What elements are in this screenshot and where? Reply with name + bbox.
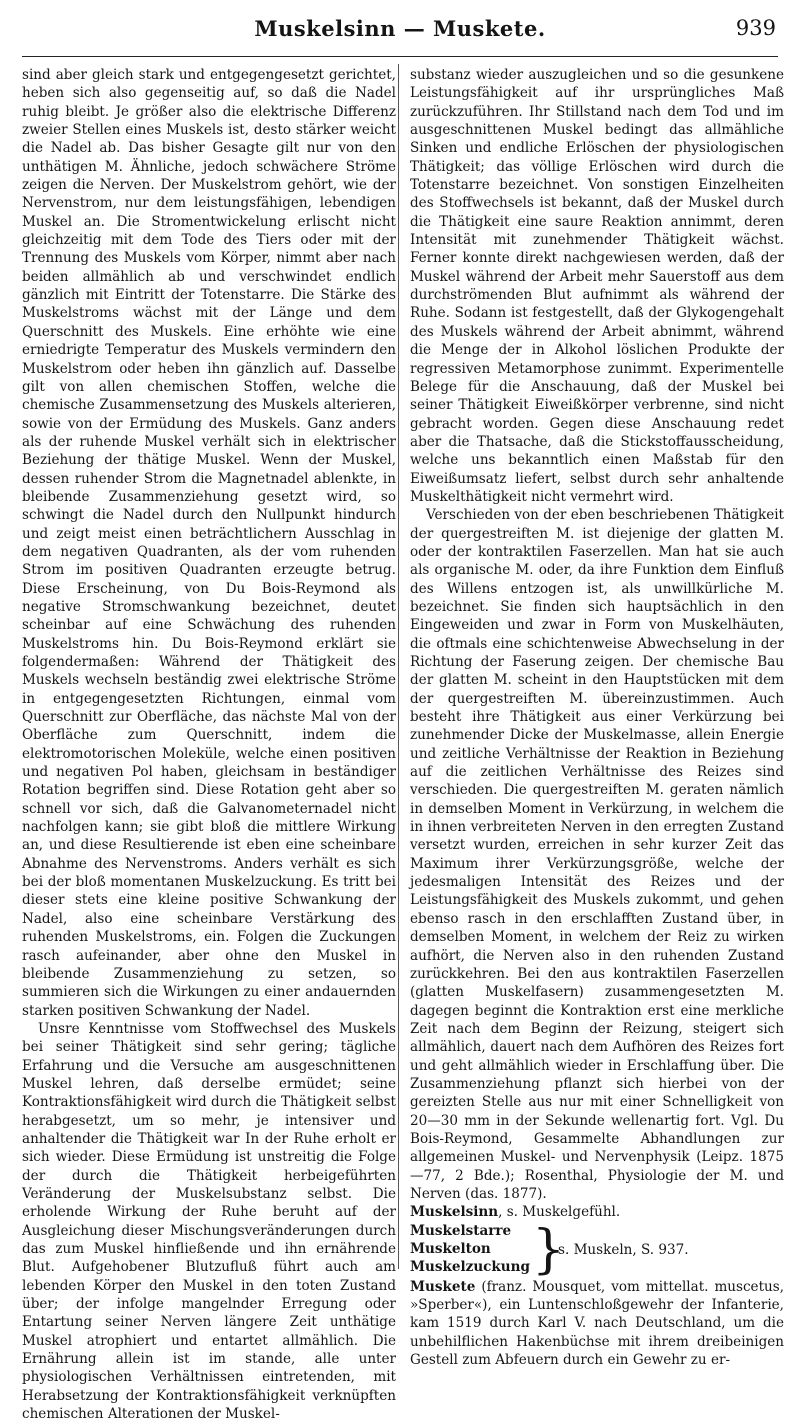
- page-header: [22, 16, 778, 52]
- right-column: [410, 66, 784, 1369]
- entry-muskelsinn: [410, 1203, 784, 1221]
- page-number: 939: [735, 16, 776, 40]
- column-divider: [398, 64, 399, 1269]
- entry-head: Muskelstarre: [410, 1222, 512, 1239]
- entry-head: Muskete: [410, 1278, 476, 1295]
- entry-head: Muskelton: [410, 1241, 491, 1257]
- left-column: [22, 66, 396, 1423]
- entry-text: , s. Muskelgefühl.: [498, 1204, 621, 1221]
- entry-muskete: [410, 1278, 784, 1370]
- entry-text: (franz. Mousquet, vom mittellat. muscetus, »Sperber«), ein Luntenschloßgewehr der Infanterie, kam 1519 durch Karl V. nach Deutschland, um die unbehilflichen Hakenbüchse mit ihrem dreibeinigen Gestell zum Abfeuern durch ein Gewehr zu er-: [410, 1278, 784, 1369]
- entry-head: Muskelzuckung: [410, 1259, 530, 1276]
- running-title: Muskelsinn — Muskete.: [254, 16, 546, 41]
- curly-brace: }: [532, 1219, 566, 1280]
- entry-brace-group: [410, 1219, 784, 1280]
- paragraph: Verschieden von der eben beschriebenen Thätigkeit der quergestreiften M. ist diejenige der glatten M. oder der kontraktilen Faserzellen. Man hat sie auch als organische M. oder, da ihre Funktion dem Einfluß des Willens entzogen ist, als unwillkürliche M. bezeichnet. Sie finden sich hauptsächlich in den Eingeweiden und zwar in Form von Muskelhäuten, die oftmals eine schichtenweise Abwechselung in der Richtung der Faserung zeigen. Der chemische Bau der glatten M. scheint in den Hauptstücken mit dem der quergestreiften M. übereinzustimmen. Auch besteht ihre Thätigkeit aus einer Verkürzung bei zunehmender Dicke der Muskelmasse, allein Energie und zeitliche Verhältnisse der Reaktion in Beziehung auf die zeitlichen Verhältnisse des Reizes sind verschieden. Die quergestreiften M. geraten nämlich in demselben Moment in Verkürzung, in welchem die in ihnen verbreiteten Nerven in den erregten Zustand versetzt wurden, erreichen in sehr kurzer Zeit das Maximum ihrer Verkürzungsgröße, welche der jedesmaligen Intensität des Reizes und der Leistungsfähigkeit des Muskels zukommt, und gehen ebenso rasch in den erschlafften Zustand über, in demselben Moment, in welchem der Reiz zu wirken aufhört, die Nerven also in den ruhenden Zustand zurückkehren. Bei den aus kontraktilen Faserzellen (glatten Muskelfasern) zusammengesetzten M. dagegen beginnt die Kontraktion erst eine merkliche Zeit nach dem Beginn der Reizung, steigert sich allmählich, dauert nach dem Aufhören des Reizes fort und geht allmählich wieder in Erschlaffung über. Die Zusammenziehung pflanzt sich hierbei von der gereizten Stelle aus nur mit einer Schnelligkeit von 20—30 mm in der Sekunde wellenartig fort. Vgl. Du Bois-Reymond, Gesammelte Abhandlungen zur allgemeinen Muskel- und Nervenphysik (Leipz. 1875—77, 2 Bde.); Rosenthal, Physiologie der M. und Nerven (das. 1877).: [410, 507, 784, 1202]
- brace-items: [410, 1222, 530, 1277]
- paragraph: sind aber gleich stark und entgegengesetzt gerichtet, heben sich also gegenseitig auf, so daß die Nadel ruhig bleibt. Je größer also die elektrische Differenz zweier Stellen eines Muskels ist, desto stärker weicht die Nadel ab. Das bisher Gesagte gilt nur von den unthätigen M. Ähnliche, jedoch schwächere Ströme zeigen die Nerven. Der Muskelstrom gehört, wie der Nervenstrom, nur dem leistungsfähigen, lebendigen Muskel an. Die Stromentwickelung erlischt nicht gleichzeitig mit dem Tode des Tiers oder mit der Trennung des Muskels vom Körper, nimmt aber nach beiden allmählich ab und verschwindet endlich gänzlich mit Eintritt der Totenstarre. Die Stärke des Muskelstroms wächst mit der Länge und dem Querschnitt des Muskels. Eine erhöhte wie eine erniedrigte Temperatur des Muskels vermindern den Muskelstrom oder heben ihn gänzlich auf. Dasselbe gilt von allen chemischen Stoffen, welche die chemische Zusammensetzung des Muskels alterieren, sowie von der Ermüdung des Muskels. Ganz anders als der ruhende Muskel verhält sich in elektrischer Beziehung der thätige Muskel. Wenn der Muskel, dessen ruhender Strom die Magnetnadel ablenkte, in bleibende Zusammenziehung gesetzt wird, so schwingt die Nadel durch den Nullpunkt hindurch und zeigt meist einen beträchtlichern Ausschlag in dem negativen Quadranten, als der vom ruhenden Strom im positiven Quadranten erzeugte betrug. Diese Erscheinung, von Du Bois-Reymond als negative Stromschwankung bezeichnet, deutet scheinbar auf eine Schwächung des ruhenden Muskelstroms hin. Du Bois-Reymond erklärt sie folgendermaßen: Während der Thätigkeit des Muskels wechseln beständig zwei elektrische Ströme in entgegengesetzten Richtungen, einmal vom Querschnitt zur Oberfläche, das nächste Mal von der Oberfläche zum Querschnitt, indem die elektromotorischen Moleküle, welche einen positiven und negativen Pol haben, gleichsam in beständiger Rotation begriffen sind. Diese Rotation geht aber so schnell vor sich, daß die Galvanometernadel nicht nachfolgen kann; sie gibt bloß die mittlere Wirkung an, und diese Resultierende ist eben eine scheinbare Abnahme des Nervenstroms. Anders verhält es sich bei der bloß momentanen Muskelzuckung. Es tritt bei dieser stets eine kleine positive Schwankung der Nadel, also eine scheinbare Verstärkung des ruhenden Muskelstroms, ein. Folgen die Zuckungen rasch aufeinander, aber ohne den Muskel in bleibende Zusammenziehung zu setzen, so summieren sich die Wirkungen zu einer andauernden starken positiven Schwankung der Nadel.: [22, 67, 396, 1019]
- entry-head: Muskelsinn: [410, 1204, 499, 1221]
- header-rule: [22, 56, 778, 57]
- paragraph: Unsre Kenntnisse vom Stoffwechsel des Muskels bei seiner Thätigkeit sind sehr gering; tägliche Erfahrung und die Versuche am ausgeschnittenen Muskel lehren, daß derselbe ermüdet; seine Kontraktionsfähigkeit wird durch die Thätigkeit selbst herabgesetzt, um so mehr, je intensiver und anhaltender die Thätigkeit war In der Ruhe erholt er sich wieder. Diese Ermüdung ist unstreitig die Folge der durch die Thätigkeit herbeigeführten Veränderung der Muskelsubstanz selbst. Die erholende Wirkung der Ruhe beruht auf der Ausgleichung dieser Mischungsveränderungen durch das zum Muskel hinfließende und ihn ernährende Blut. Aufgehobener Blutzufluß führt auch am lebenden Körper den Muskel in den toten Zustand über; der infolge mangelnder Erregung oder Entartung seiner Nerven längere Zeit unthätige Muskel atrophiert und entartet allmählich. Die Ernährung allein ist im stande, alle unter physiologischen Verhältnissen eintretenden, mit Herabsetzung der Kontraktionsfähigkeit verknüpften chemischen Alterationen der Muskel-: [22, 1020, 396, 1423]
- paragraph: substanz wieder auszugleichen und so die gesunkene Leistungsfähigkeit auf ihr ursprüngliches Maß zurückzuführen. Ihr Stillstand nach dem Tod und im ausgeschnittenen Muskel bedingt das allmähliche Sinken und endliche Erlöschen der physiologischen Thätigkeit; das völlige Erlöschen wird durch die Totenstarre bezeichnet. Von sonstigen Einzelheiten des Stoffwechsels ist bekannt, daß der Muskel durch die Thätigkeit eine saure Reaktion annimmt, deren Intensität mit zunehmender Thätigkeit wächst. Ferner konnte direkt nachgewiesen werden, daß der Muskel während der Arbeit mehr Sauerstoff aus dem durchströmenden Blut aufnimmt als während der Ruhe. Sodann ist festgestellt, daß der Glykogengehalt des Muskels während der Arbeit abnimmt, während die Menge der in Alkohol löslichen Produkte der regressiven Metamorphose zunimmt. Experimentelle Belege für die Anschauung, daß der Muskel bei seiner Thätigkeit Eiweißkörper verbrenne, sind nicht gebracht worden. Gegen diese Anschauung redet aber die Thatsache, daß die Stickstoffausscheidung, welche uns bekanntlich einen Maßstab für den Eiweißumsatz liefert, selbst durch sehr anhaltende Muskelthätigkeit nicht vermehrt wird.: [410, 67, 784, 505]
- entry-text: s. Muskeln, S. 937.: [558, 1241, 689, 1258]
